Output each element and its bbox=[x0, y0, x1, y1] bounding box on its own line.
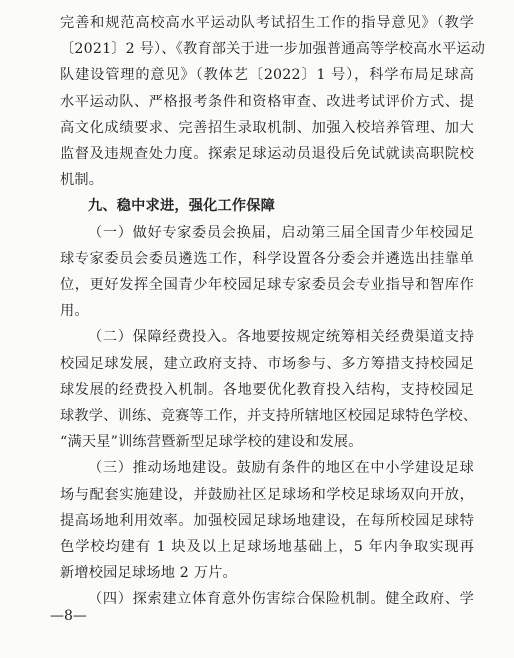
text-line: 监督及违规查处力度。探索足球运动员退役后免试就读高职院校 bbox=[60, 146, 474, 162]
text-line: 色学校均建有 1 块及以上足球场地基础上，5 年内争取实现再 bbox=[60, 539, 474, 555]
text-line: （二）保障经费投入。各地要按规定统筹相关经费渠道支持 bbox=[88, 329, 474, 346]
text-line: 提高场地利用效率。加强校园足球场地建设，在每所校园足球特 bbox=[60, 512, 474, 529]
text-line: 机制。 bbox=[60, 172, 104, 189]
text-line: （一）做好专家委员会换届，启动第三届全国青少年校园足 bbox=[88, 224, 474, 241]
text-line: 球发展的经费投入机制。各地要优化教育投入结构，支持校园足 bbox=[60, 381, 474, 398]
text-line: 校园足球发展，建立政府支持、市场参与、多方筹措支持校园足 bbox=[60, 355, 474, 372]
text-line: （三）推动场地建设。鼓励有条件的地区在中小学建设足球 bbox=[88, 460, 474, 477]
text-line: 球教学、训练、竞赛等工作，并支持所辖地区校园足球特色学校、 bbox=[60, 408, 478, 424]
text-line: 场与配套实施建设，并鼓励社区足球场和学校足球场双向开放， bbox=[60, 486, 474, 503]
text-line: 球专家委员会委员遴选工作，科学设置各分委会并遴选出挂靠单 bbox=[60, 250, 474, 267]
text-line: （四）探索建立体育意外伤害综合保险机制。健全政府、学 bbox=[88, 591, 474, 608]
page-number: —8— bbox=[50, 608, 87, 624]
text-line: 完善和规范高校高水平运动队考试招生工作的指导意见》（教学 bbox=[60, 15, 474, 31]
text-line: 高文化成绩要求、完善招生录取机制、加强入校培养管理、加大 bbox=[60, 119, 474, 136]
section-heading: 九、稳中求进，强化工作保障 bbox=[88, 198, 276, 215]
text-line: 位，更好发挥全国青少年校园足球专家委员会专业指导和智库作 bbox=[60, 277, 474, 293]
text-line: 〔2021〕2 号）、《教育部关于进一步加强普通高等学校高水平运动 bbox=[60, 41, 486, 58]
text-line: 队建设管理的意见》（教体艺〔2022〕1 号），科学布局足球高 bbox=[60, 67, 474, 84]
text-line: “满天星”训练营暨新型足球学校的建设和发展。 bbox=[60, 434, 363, 451]
text-line: 新增校园足球场地 2 万片。 bbox=[60, 565, 237, 582]
text-line: 水平运动队、严格报考条件和资格审查、改进考试评价方式、提 bbox=[60, 93, 474, 110]
text-line: 用。 bbox=[60, 303, 89, 320]
